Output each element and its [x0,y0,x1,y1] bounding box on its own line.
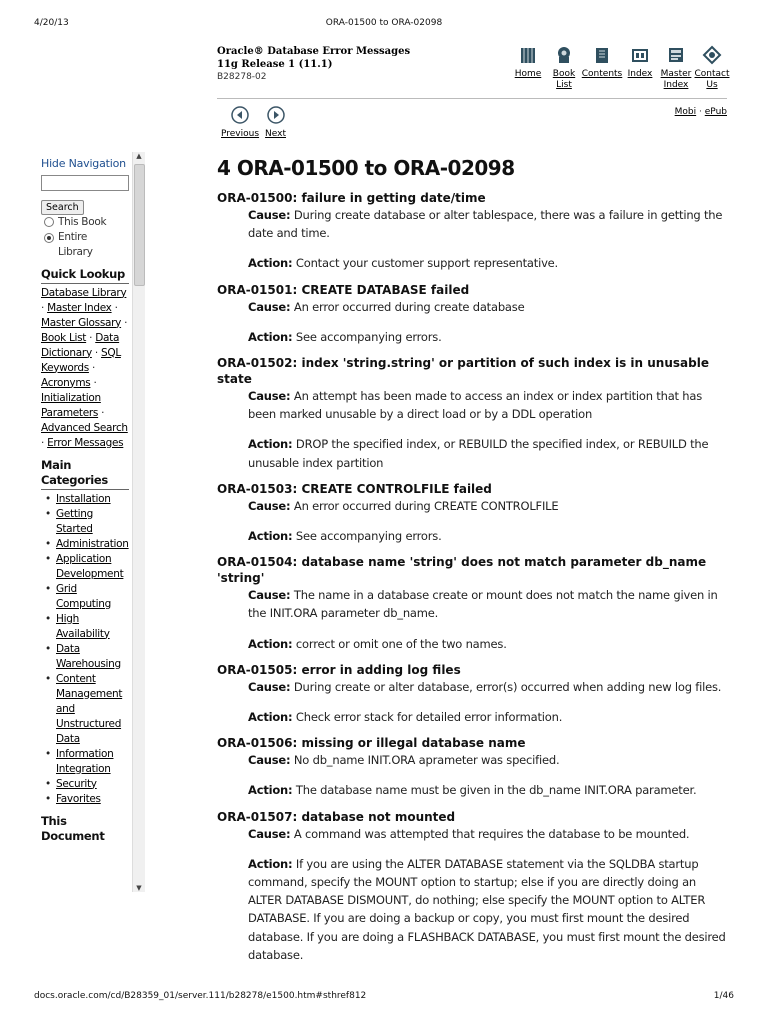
error-cause: Cause: The name in a database create or mount does not match the name given in the INIT.ORA parameter db_name. [248,588,718,621]
error-heading: ORA-01504: database name 'string' does not match parameter db_name 'string' [217,555,707,586]
error-cause: Cause: An attempt has been made to access an index or index partition that has been marked unusable by a direct load or by a DDL operation [248,389,703,422]
error-entry [217,554,727,653]
previous-button[interactable] [221,106,259,139]
print-title: ORA-01500 to ORA-02098 [325,18,443,28]
search-button[interactable]: Search [41,200,84,215]
error-heading: ORA-01506: missing or illegal database name [217,736,526,751]
error-action: Action: Check error stack for detailed error information. [248,710,563,725]
download-formats [675,107,727,117]
hide-navigation-link[interactable]: Hide Navigation [41,157,126,170]
part-number: B28278-02 [217,72,267,82]
error-cause: Cause: An error occurred during CREATE CONTROLFILE [248,498,559,513]
nav-contents-link[interactable]: Contents [581,69,623,79]
error-entry [217,355,727,472]
category-item: • Information Integration [41,747,129,777]
error-cause: Cause: A command was attempted that requires the database to be mounted. [248,826,690,841]
error-action: Action: See accompanying errors. [248,529,442,544]
category-item: • Favorites [41,792,129,807]
book-title: Oracle® Database Error Messages 11g Release 1 (11.1) [217,46,411,70]
page-title: 4 ORA-01500 to ORA-02098 [217,156,515,180]
error-action: Action: If you are using the ALTER DATABASE statement via the SQLDBA startup command, specify the MOUNT option to startup; else if you are directly doing an ALTER DATABASE DISMOUNT, do nothing; else specify the MOUNT option to ALTER DATABASE. If you are doing a backup or copy, you must first mount the desired database. If you are doing a FLASHBACK DATABASE, you must first mount the desired database. [248,856,726,962]
error-cause: Cause: An error occurred during create database [248,299,525,314]
print-url: docs.oracle.com/cd/B28359_01/server.111/b28278/e1500.htm#sthref812 [34,991,367,1001]
error-entry [217,481,727,545]
category-list [41,492,129,807]
quick-link[interactable]: Initialization Parameters [41,391,101,419]
print-header [34,18,734,32]
format-separator: · [699,107,702,117]
error-heading: ORA-01502: index 'string.string' or partition of such index is in unusable state [217,356,709,387]
this-document-heading: This Document [41,813,105,843]
error-cause: Cause: During create or alter database, error(s) occurred when adding new log files. [248,679,722,694]
category-item: • Administration [41,537,129,552]
quick-lookup-heading: Quick Lookup [41,267,129,284]
error-cause: Cause: During create database or alter tablespace, there was a failure in getting the date and time. [248,208,723,241]
error-heading: ORA-01507: database not mounted [217,809,456,824]
previous-icon [231,106,249,124]
quick-link[interactable]: Book List [41,331,87,344]
nav-contents[interactable] [581,45,623,91]
nav-index-link[interactable]: Index [627,69,653,79]
quick-link[interactable]: Database Library [41,286,127,299]
nav-master-index[interactable] [661,45,691,91]
error-entry [217,662,727,726]
nav-home[interactable] [513,45,543,91]
mobi-link[interactable]: Mobi [674,107,697,117]
error-heading: ORA-01500: failure in getting date/time [217,191,486,205]
quick-link[interactable]: Advanced Search [41,421,128,434]
error-entry [217,809,727,964]
error-entry [217,735,727,799]
scroll-down-icon[interactable]: ▼ [136,884,142,892]
error-action: Action: The database name must be given in the db_name INIT.ORA parameter. [248,783,697,798]
scroll-thumb[interactable] [134,164,145,286]
scope-this-book[interactable]: This Book [41,215,129,230]
scroll-up-icon[interactable]: ▲ [136,152,142,160]
quick-link[interactable]: Master Index [47,301,112,314]
nav-home-link[interactable]: Home [514,69,542,79]
prev-next-nav [221,106,286,139]
main-categories-heading: Main Categories [41,458,129,490]
category-item: • Installation [41,492,129,507]
category-item: • Security [41,777,129,792]
main-content [217,156,727,973]
radio-this-book[interactable] [44,217,54,227]
error-action: Action: Contact your customer support representative. [248,256,559,271]
master-index-icon [666,45,686,65]
contents-icon [592,45,612,65]
quick-link[interactable]: Master Glossary [41,316,122,329]
doc-header [217,45,730,97]
category-item: • Application Development [41,552,129,582]
quick-lookup-links: Database Library · Master Index · Master Glossary · Book List · Data Dictionary · SQL Keywords · Acronyms · Initialization Parameters · Advanced Search · Error Messages [41,286,128,449]
nav-index[interactable] [625,45,655,91]
sidebar-scrollbar[interactable] [132,152,145,892]
nav-book-list[interactable] [549,45,579,91]
previous-link[interactable]: Previous [221,129,260,139]
quick-link[interactable]: Acronyms [41,376,91,389]
quick-link[interactable]: Data Dictionary [41,331,120,359]
error-entry [217,190,727,273]
next-icon [267,106,285,124]
nav-contact-link[interactable]: Contact Us [694,69,730,90]
error-action: Action: See accompanying errors. [248,329,442,344]
next-link[interactable]: Next [265,129,287,139]
epub-link[interactable]: ePub [704,107,727,117]
error-heading: ORA-01503: CREATE CONTROLFILE failed [217,481,492,496]
error-cause: Cause: No db_name INIT.ORA aprameter was specified. [248,753,560,768]
category-item: • High Availability [41,612,129,642]
print-page-number: 1/46 [713,991,734,1001]
next-button[interactable] [265,106,286,139]
category-item: • Data Warehousing [41,642,129,672]
contact-icon [702,45,722,65]
nav-contact[interactable] [694,45,730,91]
error-heading: ORA-01505: error in adding log files [217,662,461,677]
category-item: • Content Management and Unstructured Data [41,672,129,747]
category-item: • Getting Started [41,507,129,537]
error-action: Action: correct or omit one of the two names. [248,636,507,651]
error-entry [217,282,727,346]
sidebar [41,156,129,844]
category-item: • Grid Computing [41,582,129,612]
book-list-icon [554,45,574,65]
top-nav [513,45,730,91]
quick-link[interactable]: Error Messages [47,436,124,449]
quick-link[interactable]: SQL Keywords [41,346,121,374]
print-date: 4/20/13 [34,18,69,28]
nav-book-list-link[interactable]: Book List [552,69,576,90]
index-icon [630,45,650,65]
error-heading: ORA-01501: CREATE DATABASE failed [217,282,470,297]
nav-master-index-link[interactable]: Master Index [660,69,692,90]
header-divider [217,98,727,99]
scope-entire-library[interactable]: Entire Library [41,230,129,260]
search-input[interactable] [41,175,129,191]
radio-entire-library[interactable] [44,233,54,243]
home-icon [518,45,538,65]
error-action: Action: DROP the specified index, or REBUILD the specified index, or REBUILD the unusable index partition [248,437,709,470]
